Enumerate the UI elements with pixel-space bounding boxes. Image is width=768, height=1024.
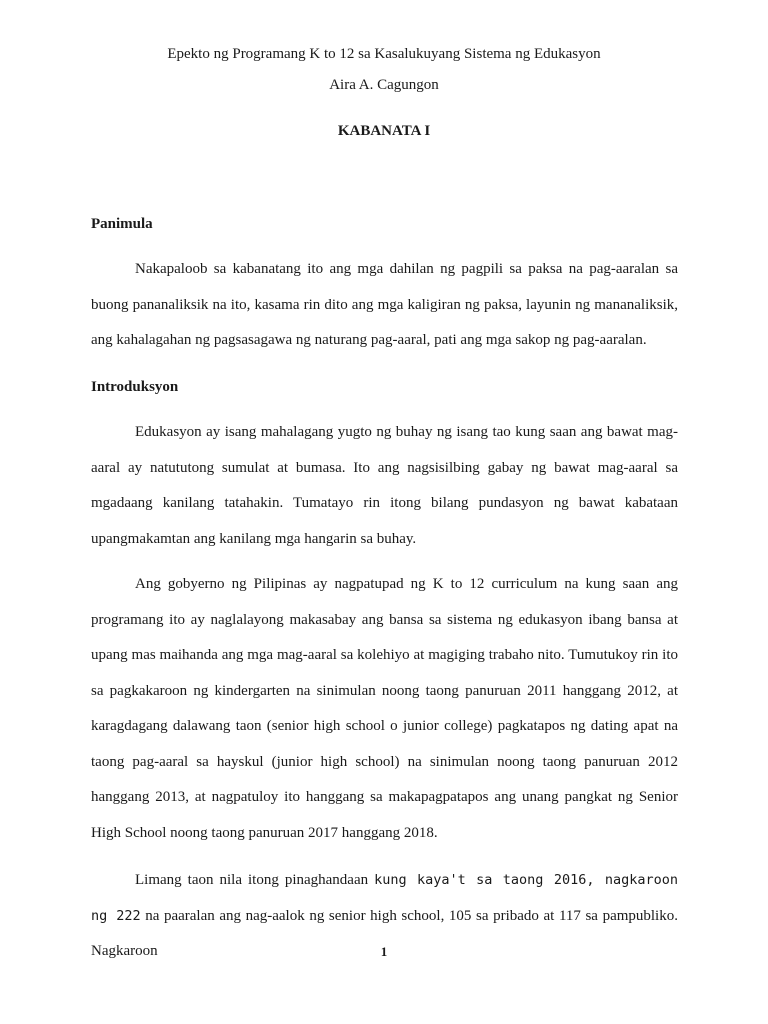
section-heading-panimula: Panimula — [91, 216, 153, 232]
paragraph-introduksyon-2: Ang gobyerno ng Pilipinas ay nagpatupad ng K to 12 curriculum na kung saan ang programang ito ay naglalayong makasabay ang bansa sa sistema ng edukasyon ibang bansa at upang mas maihanda ang mga mag-aaral sa kolehiyo at magiging trabaho nito. Tumutukoy rin ito sa pagkakaroon ng kindergarten na sinimulan noong taong panuruan 2011 hanggang 2012, at karagdagang dalawang taon (senior high school o junior college) pagkatapos ng dating apat na taong pag-aaral sa hayskul (junior high school) na sinimulan noong taong panuruan 2012 hanggang 2013, at nagpatuloy ito hanggang sa makapagpatapos ang unang pangkat ng Senior High School noong taong panuruan 2017 hanggang 2018. — [91, 576, 678, 841]
paragraph-panimula: Nakapaloob sa kabanatang ito ang mga dahilan ng pagpili sa paksa na pag-aaralan sa buong pananaliksik na ito, kasama rin dito ang mga kaligiran ng paksa, layunin ng mananaliksik, ang kahalagahan ng pagsasagawa ng naturang pag-aaral, pati ang mga sakop ng pag-aaralan. — [91, 261, 678, 348]
paragraph-introduksyon-1: Edukasyon ay isang mahalagang yugto ng buhay ng isang tao kung saan ang bawat mag-aaral ay natututong sumulat at bumasa. Ito ang nagsisilbing gabay ng bawat mag-aaral sa mgadaang kanilang tatahakin. Tumatayo rin itong bilang pundasyon ng bawat kabataan upangmakamtan ang kanilang mga hangarin sa buhay. — [91, 424, 678, 547]
section-heading-introduksyon: Introduksyon — [91, 379, 179, 395]
document-title: Epekto ng Programang K to 12 sa Kasalukuyang Sistema ng Edukasyon — [167, 46, 601, 62]
paragraph-rest: na paaralan ang nag-aalok ng senior high school, 105 sa pribado at 117 sa pampubliko. Nagkaroon — [91, 907, 678, 959]
chapter-heading: KABANATA I — [337, 123, 431, 139]
author-name: Aira A. Cagungon — [329, 77, 439, 93]
page-number: 1 — [380, 944, 388, 959]
paragraph-start: Limang taon nila itong pinaghandaan — [135, 872, 375, 888]
paragraph-mono-fragment: kung kaya't sa taong 2016, nagkaroon ng 222 — [91, 872, 678, 924]
